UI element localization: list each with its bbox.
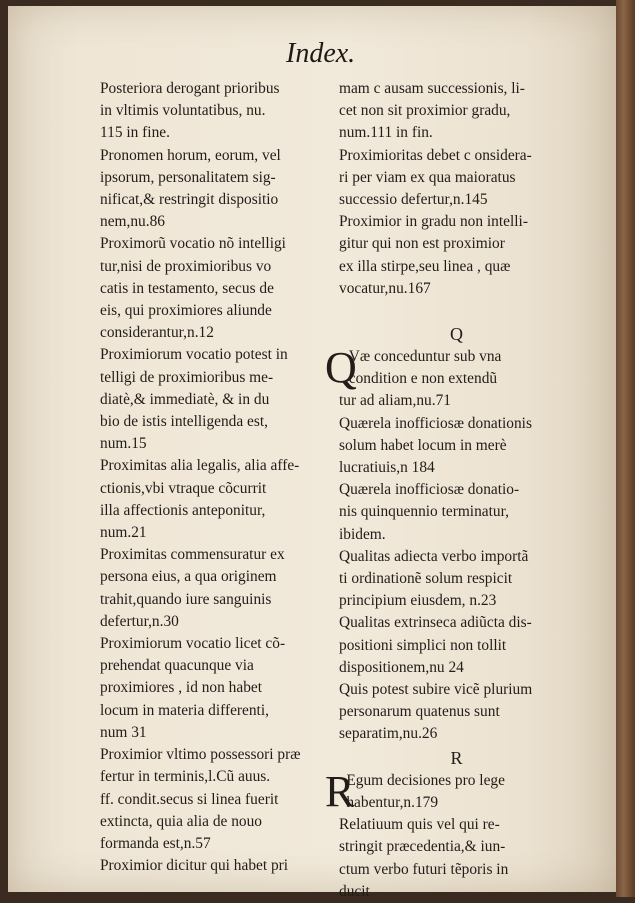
entry-line: illa affectionis anteponitur,	[100, 501, 266, 519]
entry-line: prehendat quacunque via	[100, 657, 254, 675]
entry-line: gitur qui non est proximior	[339, 235, 505, 253]
entry-line: successio defertur,n.145	[339, 191, 488, 209]
index-entry	[339, 413, 574, 480]
entry-line: Posteriora derogant prioribus	[100, 80, 280, 97]
entry-line: principium eiusdem, n.23	[339, 592, 497, 610]
index-entry	[100, 344, 350, 455]
entry-line: fertur in terminis,l.Cũ auus.	[100, 768, 271, 786]
entry-line: Quærela inofficiosæ donationis	[339, 414, 532, 432]
entry-line: ctum verbo futuri tẽporis in	[339, 860, 509, 878]
entry-line: num.15	[100, 435, 147, 453]
entry-line: ti ordinationẽ solum respicit	[339, 570, 513, 588]
entry-line: Proximitas alia legalis, alia affe-	[100, 457, 300, 475]
index-entry	[339, 211, 574, 300]
entry-line: lucratiuis,n 184	[339, 459, 435, 477]
entry-line: dispositionem,nu 24	[339, 658, 464, 676]
entry-line: positioni simplici non tollit	[339, 636, 507, 654]
entry-line: Proximorũ vocatio nõ intelligi	[100, 235, 286, 253]
index-entry	[339, 679, 574, 746]
entry-line: solum habet locum in merè	[339, 436, 507, 454]
entry-line: nem,nu.86	[100, 213, 165, 231]
entry-line: mam c ausam successionis, li-	[339, 80, 525, 97]
entry-line: telligi de proximioribus me-	[100, 368, 274, 386]
left-column	[100, 78, 350, 877]
entry-line: nis quinquennio terminatur,	[339, 503, 509, 521]
section-letter-r: R	[450, 747, 463, 768]
entry-line: extincta, quia alia de nouo	[100, 812, 262, 830]
index-entry	[339, 814, 574, 903]
index-entry	[325, 766, 574, 816]
entry-line: cet non sit proximior gradu,	[339, 102, 511, 120]
entry-line: diatè,& immediatè, & in du	[100, 390, 270, 408]
entry-line: Qualitas extrinseca adiũcta dis-	[339, 614, 532, 632]
index-entry	[100, 78, 350, 145]
entry-line: nificat,& restringit dispositio	[100, 191, 279, 209]
entry-line: Quærela inofficiosæ donatio-	[339, 481, 520, 499]
entry-line: num.111 in fin.	[339, 124, 433, 142]
drop-cap: Q	[325, 343, 357, 393]
index-entry	[100, 455, 350, 544]
entry-line: formanda est,n.57	[100, 834, 211, 852]
index-entry	[100, 544, 350, 633]
entry-line: Qualitas adiecta verbo importã	[339, 547, 529, 565]
index-entry	[100, 855, 350, 877]
entry-line: tur ad aliam,nu.71	[339, 392, 451, 410]
index-entry	[339, 612, 574, 679]
entry-line: vocatur,nu.167	[339, 279, 431, 297]
entry-line: in vltimis voluntatibus, nu.	[100, 102, 266, 120]
entry-line: proximiores , id non habet	[100, 679, 262, 697]
entry-line: num.21	[100, 524, 147, 542]
entry-line: Proximior vltimo possessori præ	[100, 746, 301, 764]
index-entry	[339, 546, 574, 613]
drop-cap: R	[325, 766, 355, 816]
entry-line: condition e non extendũ	[348, 370, 498, 388]
entry-line: Quis potest subire vicẽ plurium	[339, 681, 533, 699]
index-entry	[100, 145, 350, 234]
entry-line: Proximitas commensuratur ex	[100, 546, 285, 564]
entry-line: ri per viam ex qua maioratus	[339, 168, 516, 186]
entry-line: Proximioritas debet c onsidera-	[339, 146, 532, 164]
entry-line: defertur,n.30	[100, 612, 179, 630]
entry-line: stringit præcedentia,& iun-	[339, 838, 506, 856]
entry-line: ibidem.	[339, 525, 386, 543]
index-entry	[339, 78, 574, 145]
entry-line: Proximior dicitur qui habet pri	[100, 857, 289, 875]
entry-line: locum in materia differenti,	[100, 701, 269, 719]
entry-line: bio de istis intelligenda est,	[100, 413, 268, 431]
entry-line: trahit,quando iure sanguinis	[100, 590, 272, 608]
entry-line: Relatiuum quis vel qui re-	[339, 816, 500, 834]
index-entry	[100, 633, 350, 744]
entry-line: num 31	[100, 723, 147, 741]
entry-line: catis in testamento, secus de	[100, 279, 274, 297]
index-entry	[100, 233, 350, 344]
index-entry	[339, 145, 574, 212]
entry-line: Væ conceduntur sub vna	[348, 348, 502, 366]
entry-line: ff. condit.secus si linea fuerit	[100, 790, 279, 808]
entry-line: ex illa stirpe,seu linea , quæ	[339, 257, 511, 275]
entry-line: separatim,nu.26	[339, 725, 438, 743]
page-header: Index.	[286, 38, 356, 69]
section-letter-q: Q	[450, 324, 463, 345]
entry-line: 115 in fine.	[100, 124, 170, 142]
entry-line: ducit	[339, 882, 370, 900]
entry-line: persona eius, a qua originem	[100, 568, 277, 586]
entry-line: ctionis,vbi vtraque cõcurrit	[100, 479, 267, 497]
entry-line: Proximiorum vocatio potest in	[100, 346, 288, 364]
entry-line: personarum quatenus sunt	[339, 703, 500, 721]
entry-line: tur,nisi de proximioribus vo	[100, 257, 272, 275]
entry-line: considerantur,n.12	[100, 324, 214, 342]
index-entry	[325, 343, 574, 413]
entry-line: Pronomen horum, eorum, vel	[100, 146, 281, 164]
entry-line: ipsorum, personalitatem sig-	[100, 168, 276, 186]
book-edge	[616, 0, 635, 897]
entry-line: Proximior in gradu non intelli-	[339, 213, 528, 231]
entry-line: Egum decisiones pro lege	[346, 771, 505, 789]
entry-line: habentur,n.179	[346, 793, 439, 811]
entry-line: Proximiorum vocatio licet cõ-	[100, 635, 286, 653]
index-entry	[100, 744, 350, 855]
right-column	[325, 78, 574, 903]
index-entry	[339, 479, 574, 546]
entry-line: eis, qui proximiores aliunde	[100, 302, 272, 320]
